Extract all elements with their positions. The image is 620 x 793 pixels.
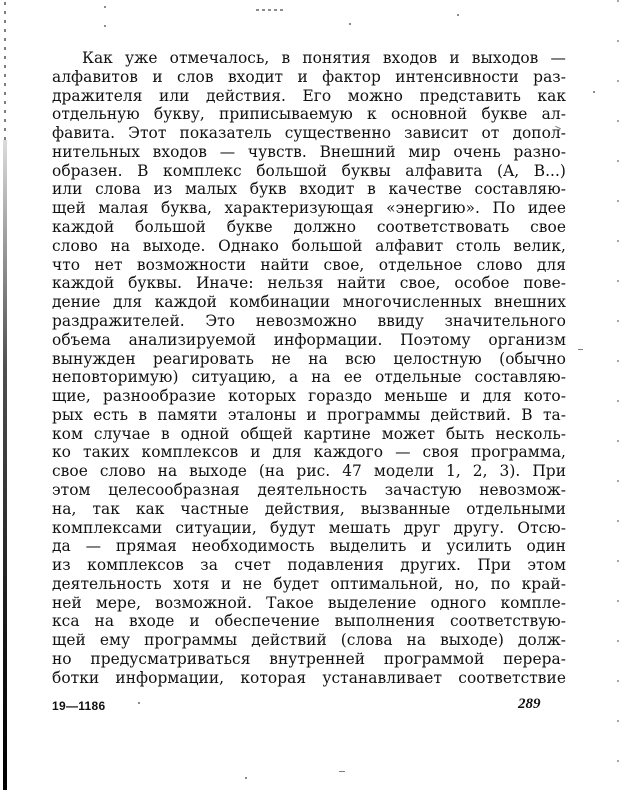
scan-speck	[104, 6, 106, 8]
scan-speck	[593, 91, 595, 93]
text-line: неповторимую) ситуацию, а на ее отдельные составляю-	[52, 368, 566, 387]
scan-right-edge	[617, 0, 619, 793]
text-line: или слова из малых букв входит в качестве составляю-	[52, 180, 566, 199]
text-line: объема анализируемой информации. Поэтому организм	[52, 330, 566, 349]
text-line: свое слово на выходе (на рис. 47 модели 1, 2, 3). При	[52, 462, 566, 481]
text-line: да — прямая необходимость выделить и усилить один	[52, 537, 566, 556]
text-line: рых есть в памяти эталоны и программы действий. В та-	[52, 405, 566, 424]
text-line: деятельность хотя и не будет оптимальной, но, по край-	[52, 574, 566, 593]
scan-binding-shadow	[3, 140, 7, 790]
text-line: щей малая буква, характеризующая «энергию». По идее	[52, 199, 566, 218]
text-line: щей ему программы действий (слова на выходе) долж-	[52, 631, 566, 650]
text-line: кса на входе и обеспечение выполнения соответствую-	[52, 612, 566, 631]
text-line: фавита. Этот показатель существенно зависит от допол-	[52, 124, 566, 143]
scan-mark	[339, 771, 345, 772]
text-line: но предусматриваться внутренней программой перера-	[52, 650, 566, 668]
text-line: из комплексов за счет подавления других. При этом	[52, 556, 566, 575]
scan-speck	[245, 777, 247, 779]
text-line: отдельную букву, приписываемую к основной букве ал-	[52, 105, 566, 124]
body-paragraph	[52, 49, 566, 688]
scan-binding-edge	[4, 2, 6, 142]
printer-signature: 19—1186	[52, 699, 106, 713]
text-line: дение для каждой комбинации многочисленных внешних	[52, 293, 566, 312]
text-line: ботки информации, которая устанавливает соответствие	[52, 668, 566, 687]
text-line: этом целесообразная деятельность зачастую невозмож-	[52, 480, 566, 499]
scan-mark	[578, 349, 583, 350]
text-line: нительных входов — чувств. Внешний мир очень разно-	[52, 142, 566, 161]
text-line: ко таких комплексов и для каждого — своя программа,	[52, 443, 566, 462]
text-line: ней мере, возможной. Такое выделение одного компле-	[52, 593, 566, 612]
text-line: алфавитов и слов входит и фактор интенсивности раз-	[52, 67, 566, 86]
text-line: Как уже отмечалось, в понятия входов и выходов —	[82, 49, 566, 67]
text-line: вынужден реагировать не на всю целостную (обычно	[52, 349, 566, 368]
text-line: щие, разнообразие которых гораздо меньше и для кото-	[52, 387, 566, 406]
scan-speck	[138, 702, 140, 704]
scan-speck	[104, 25, 106, 27]
page-number: 289	[518, 696, 541, 712]
scan-top-mark	[256, 9, 284, 11]
scan-speck	[457, 14, 459, 16]
scan-speck	[349, 23, 351, 25]
text-line: образен. В комплекс большой буквы алфавита (A, B...)	[52, 161, 566, 180]
text-line: дражителя или действия. Его можно представить как	[52, 86, 566, 105]
text-line: раздражителей. Это невозможно ввиду значительного	[52, 311, 566, 330]
text-line: слово на выходе. Однако большой алфавит столь велик,	[52, 236, 566, 255]
text-line: комплексами ситуации, будут мешать друг другу. Отсю-	[52, 518, 566, 537]
text-line: ком случае в одной общей картине может быть несколь-	[52, 424, 566, 443]
text-line: что нет возможности найти свое, отдельное слово для	[52, 255, 566, 274]
text-line: на, так как частные действия, вызванные отдельными	[52, 499, 566, 518]
text-line: каждой большой букве должно соответствовать свое	[52, 218, 566, 237]
text-line: каждой буквы. Иначе: нельзя найти свое, особое пове-	[52, 274, 566, 293]
